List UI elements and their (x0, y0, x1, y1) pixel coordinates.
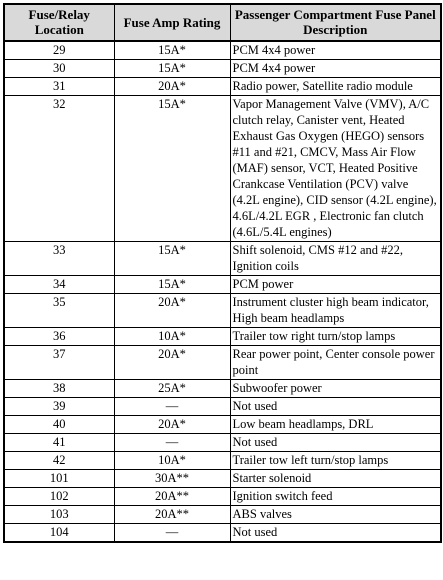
header-description: Passenger Compartment Fuse Panel Description (230, 4, 441, 41)
cell-location: 30 (4, 60, 114, 78)
table-row (4, 60, 441, 78)
header-rating: Fuse Amp Rating (114, 4, 230, 41)
cell-description: Starter solenoid (230, 470, 441, 488)
table-row (4, 506, 441, 524)
cell-rating: 15A* (114, 41, 230, 60)
cell-rating: 15A* (114, 60, 230, 78)
cell-rating: 20A* (114, 78, 230, 96)
cell-location: 104 (4, 524, 114, 543)
table-row (4, 470, 441, 488)
cell-description: Trailer tow left turn/stop lamps (230, 452, 441, 470)
cell-description: PCM power (230, 276, 441, 294)
header-location: Fuse/Relay Location (4, 4, 114, 41)
cell-description: Low beam headlamps, DRL (230, 416, 441, 434)
table-row (4, 242, 441, 276)
cell-location: 34 (4, 276, 114, 294)
cell-rating: 20A** (114, 506, 230, 524)
cell-rating: — (114, 398, 230, 416)
table-row (4, 41, 441, 60)
cell-description: Not used (230, 434, 441, 452)
cell-description: Not used (230, 398, 441, 416)
cell-location: 33 (4, 242, 114, 276)
cell-location: 38 (4, 380, 114, 398)
cell-location: 101 (4, 470, 114, 488)
cell-rating: 30A** (114, 470, 230, 488)
cell-rating: — (114, 524, 230, 543)
cell-rating: 15A* (114, 96, 230, 242)
cell-location: 42 (4, 452, 114, 470)
cell-description: Not used (230, 524, 441, 543)
cell-rating: 15A* (114, 242, 230, 276)
table-row (4, 416, 441, 434)
cell-location: 40 (4, 416, 114, 434)
table-row (4, 380, 441, 398)
table-row (4, 524, 441, 543)
cell-rating: 20A* (114, 294, 230, 328)
table-row (4, 276, 441, 294)
cell-description: Instrument cluster high beam indicator, High beam headlamps (230, 294, 441, 328)
table-header-row (4, 4, 441, 41)
table-row (4, 346, 441, 380)
cell-description: Shift solenoid, CMS #12 and #22, Ignition coils (230, 242, 441, 276)
table-row (4, 398, 441, 416)
cell-description: PCM 4x4 power (230, 41, 441, 60)
cell-location: 32 (4, 96, 114, 242)
table-row (4, 96, 441, 242)
cell-location: 102 (4, 488, 114, 506)
table-row (4, 434, 441, 452)
table-row (4, 78, 441, 96)
cell-location: 37 (4, 346, 114, 380)
cell-location: 103 (4, 506, 114, 524)
table-row (4, 294, 441, 328)
cell-location: 41 (4, 434, 114, 452)
cell-rating: 10A* (114, 328, 230, 346)
fuse-panel-table (3, 3, 442, 543)
cell-rating: 20A* (114, 346, 230, 380)
cell-rating: 15A* (114, 276, 230, 294)
cell-rating: 20A* (114, 416, 230, 434)
cell-description: Ignition switch feed (230, 488, 441, 506)
table-row (4, 452, 441, 470)
cell-location: 35 (4, 294, 114, 328)
cell-rating: 25A* (114, 380, 230, 398)
cell-rating: 20A** (114, 488, 230, 506)
cell-location: 29 (4, 41, 114, 60)
cell-rating: 10A* (114, 452, 230, 470)
cell-description: Vapor Management Valve (VMV), A/C clutch relay, Canister vent, Heated Exhaust Gas Oxygen (HEGO) sensors #11 and #21, CMCV, Mass Air Flow (MAF) sensor, VCT, Heated Positive Crankcase Ventilation (PCV) valve (4.2L engine), CID sensor (4.2L engine), 4.6L/4.2L EGR , Electronic fan clutch (4.6L/5.4L engines) (230, 96, 441, 242)
cell-description: PCM 4x4 power (230, 60, 441, 78)
cell-rating: — (114, 434, 230, 452)
cell-description: ABS valves (230, 506, 441, 524)
cell-location: 31 (4, 78, 114, 96)
cell-description: Radio power, Satellite radio module (230, 78, 441, 96)
cell-location: 36 (4, 328, 114, 346)
table-row (4, 328, 441, 346)
document-page (3, 3, 440, 543)
cell-description: Subwoofer power (230, 380, 441, 398)
table-row (4, 488, 441, 506)
cell-location: 39 (4, 398, 114, 416)
cell-description: Trailer tow right turn/stop lamps (230, 328, 441, 346)
cell-description: Rear power point, Center console power point (230, 346, 441, 380)
